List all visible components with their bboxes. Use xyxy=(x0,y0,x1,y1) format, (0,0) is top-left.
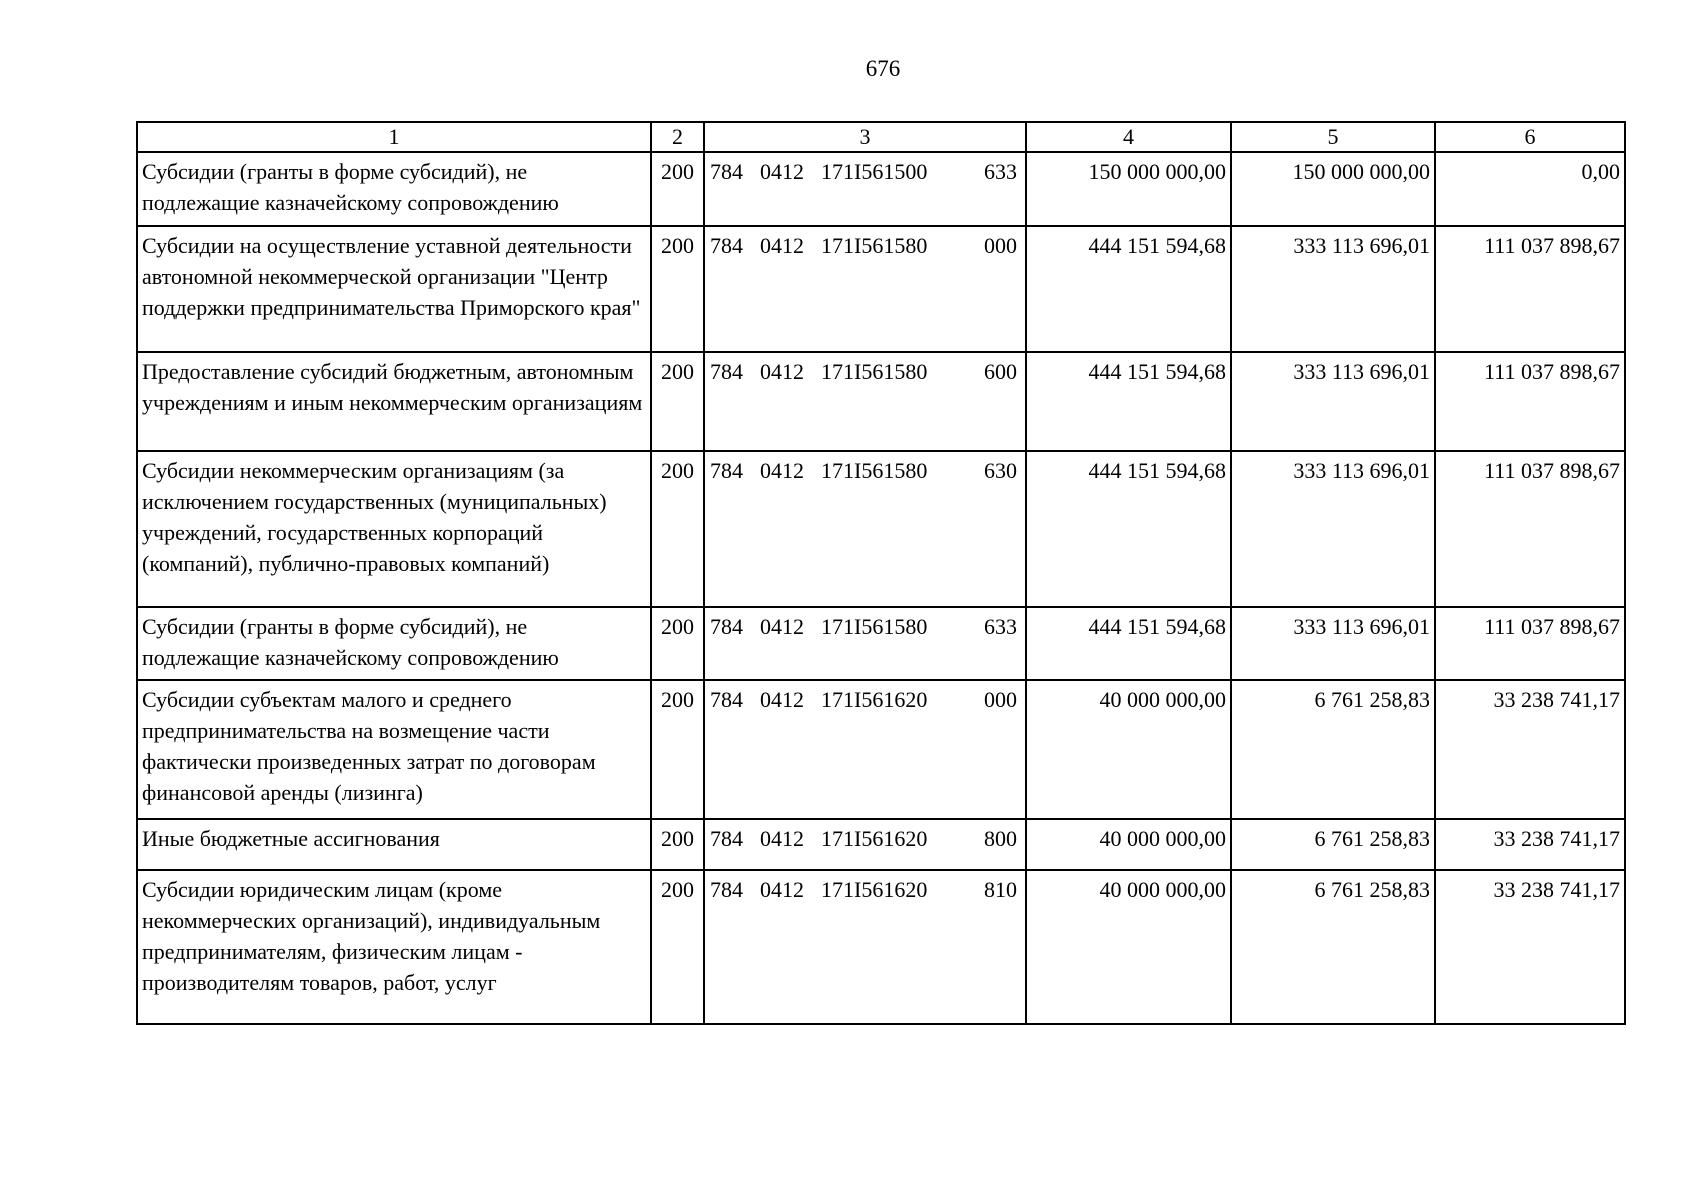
row-col6-amount: 111 037 898,67 xyxy=(1435,352,1625,451)
code-target-article: 171I561580 xyxy=(821,359,928,384)
row-col5-amount: 6 761 258,83 xyxy=(1231,819,1435,870)
row-col4-amount: 444 151 594,68 xyxy=(1026,607,1231,680)
code-section: 0412 xyxy=(760,359,804,384)
row-col6-amount: 111 037 898,67 xyxy=(1435,226,1625,352)
row-col2: 200 xyxy=(651,226,704,352)
row-code xyxy=(704,607,1026,680)
header-cell-1: 1 xyxy=(137,122,651,152)
code-group xyxy=(705,684,1025,715)
code-group xyxy=(705,356,1025,387)
row-col5-amount: 333 113 696,01 xyxy=(1231,226,1435,352)
code-target-article: 171I561500 xyxy=(821,159,928,184)
code-group xyxy=(705,156,1025,187)
code-expense-type: 600 xyxy=(984,359,1017,384)
row-name: Субсидии (гранты в форме субсидий), не подлежащие казначейскому сопровождению xyxy=(137,152,651,226)
row-code xyxy=(704,352,1026,451)
code-target-article: 171I561580 xyxy=(821,233,928,258)
code-target-article: 171I561580 xyxy=(821,614,928,639)
code-group xyxy=(705,230,1025,261)
code-expense-type: 633 xyxy=(984,614,1017,639)
row-col4-amount: 444 151 594,68 xyxy=(1026,352,1231,451)
code-grbs: 784 xyxy=(710,458,743,483)
row-name: Субсидии юридическим лицам (кроме некоммерческих организаций), индивидуальным предпринимателям, физическим лицам - производителям товаров, работ, услуг xyxy=(137,870,651,1024)
row-col5-amount: 6 761 258,83 xyxy=(1231,680,1435,819)
table-row xyxy=(137,819,1625,870)
table-row xyxy=(137,451,1625,607)
header-cell-2: 2 xyxy=(651,122,704,152)
code-expense-type: 800 xyxy=(984,826,1017,851)
code-expense-type: 000 xyxy=(984,233,1017,258)
code-target-article: 171I561620 xyxy=(821,877,928,902)
row-col5-amount: 333 113 696,01 xyxy=(1231,607,1435,680)
row-code xyxy=(704,819,1026,870)
table-row xyxy=(137,352,1625,451)
row-code xyxy=(704,152,1026,226)
row-col6-amount: 111 037 898,67 xyxy=(1435,451,1625,607)
row-name: Субсидии (гранты в форме субсидий), не подлежащие казначейскому сопровождению xyxy=(137,607,651,680)
row-col2: 200 xyxy=(651,607,704,680)
code-grbs: 784 xyxy=(710,159,743,184)
row-code xyxy=(704,226,1026,352)
code-expense-type: 630 xyxy=(984,458,1017,483)
code-grbs: 784 xyxy=(710,614,743,639)
row-code xyxy=(704,680,1026,819)
page-number: 676 xyxy=(865,56,901,81)
header-cell-6: 6 xyxy=(1435,122,1625,152)
row-name: Субсидии на осуществление уставной деятельности автономной некоммерческой организации "Центр поддержки предпринимательства Приморского края" xyxy=(137,226,651,352)
row-name: Субсидии субъектам малого и среднего предпринимательства на возмещение части фактически произведенных затрат по договорам финансовой аренды (лизинга) xyxy=(137,680,651,819)
row-col4-amount: 444 151 594,68 xyxy=(1026,226,1231,352)
header-cell-4: 4 xyxy=(1026,122,1231,152)
row-col4-amount: 150 000 000,00 xyxy=(1026,152,1231,226)
row-col6-amount: 33 238 741,17 xyxy=(1435,870,1625,1024)
table-row xyxy=(137,152,1625,226)
code-section: 0412 xyxy=(760,877,804,902)
row-col2: 200 xyxy=(651,152,704,226)
row-col6-amount: 33 238 741,17 xyxy=(1435,819,1625,870)
row-col5-amount: 6 761 258,83 xyxy=(1231,870,1435,1024)
code-grbs: 784 xyxy=(710,877,743,902)
row-col4-amount: 40 000 000,00 xyxy=(1026,819,1231,870)
row-col2: 200 xyxy=(651,680,704,819)
row-col4-amount: 40 000 000,00 xyxy=(1026,870,1231,1024)
row-col4-amount: 40 000 000,00 xyxy=(1026,680,1231,819)
header-cell-3: 3 xyxy=(704,122,1026,152)
budget-table xyxy=(136,121,1626,1025)
code-expense-type: 810 xyxy=(984,877,1017,902)
row-col6-amount: 0,00 xyxy=(1435,152,1625,226)
code-section: 0412 xyxy=(760,826,804,851)
row-col2: 200 xyxy=(651,352,704,451)
code-group xyxy=(705,823,1025,854)
table-row xyxy=(137,680,1625,819)
row-col6-amount: 111 037 898,67 xyxy=(1435,607,1625,680)
header-row xyxy=(137,122,1625,152)
row-col6-amount: 33 238 741,17 xyxy=(1435,680,1625,819)
code-section: 0412 xyxy=(760,614,804,639)
code-group xyxy=(705,611,1025,642)
code-section: 0412 xyxy=(760,159,804,184)
row-col2: 200 xyxy=(651,819,704,870)
table-row xyxy=(137,870,1625,1024)
row-code xyxy=(704,451,1026,607)
code-group xyxy=(705,874,1025,905)
table-row xyxy=(137,226,1625,352)
row-col5-amount: 333 113 696,01 xyxy=(1231,352,1435,451)
row-col2: 200 xyxy=(651,870,704,1024)
row-col2: 200 xyxy=(651,451,704,607)
code-target-article: 171I561620 xyxy=(821,826,928,851)
row-col4-amount: 444 151 594,68 xyxy=(1026,451,1231,607)
code-target-article: 171I561580 xyxy=(821,458,928,483)
code-target-article: 171I561620 xyxy=(821,687,928,712)
row-col5-amount: 150 000 000,00 xyxy=(1231,152,1435,226)
code-grbs: 784 xyxy=(710,826,743,851)
table-body xyxy=(137,122,1625,1024)
code-section: 0412 xyxy=(760,458,804,483)
row-code xyxy=(704,870,1026,1024)
code-grbs: 784 xyxy=(710,359,743,384)
code-grbs: 784 xyxy=(710,687,743,712)
row-name: Субсидии некоммерческим организациям (за исключением государственных (муниципальных) учреждений, государственных корпораций (компаний), публично-правовых компаний) xyxy=(137,451,651,607)
header-cell-5: 5 xyxy=(1231,122,1435,152)
row-col5-amount: 333 113 696,01 xyxy=(1231,451,1435,607)
code-group xyxy=(705,455,1025,486)
code-expense-type: 633 xyxy=(984,159,1017,184)
table-row xyxy=(137,607,1625,680)
code-section: 0412 xyxy=(760,233,804,258)
code-section: 0412 xyxy=(760,687,804,712)
row-name: Иные бюджетные ассигнования xyxy=(137,819,651,870)
code-grbs: 784 xyxy=(710,233,743,258)
code-expense-type: 000 xyxy=(984,687,1017,712)
row-name: Предоставление субсидий бюджетным, автономным учреждениям и иным некоммерческим организациям xyxy=(137,352,651,451)
